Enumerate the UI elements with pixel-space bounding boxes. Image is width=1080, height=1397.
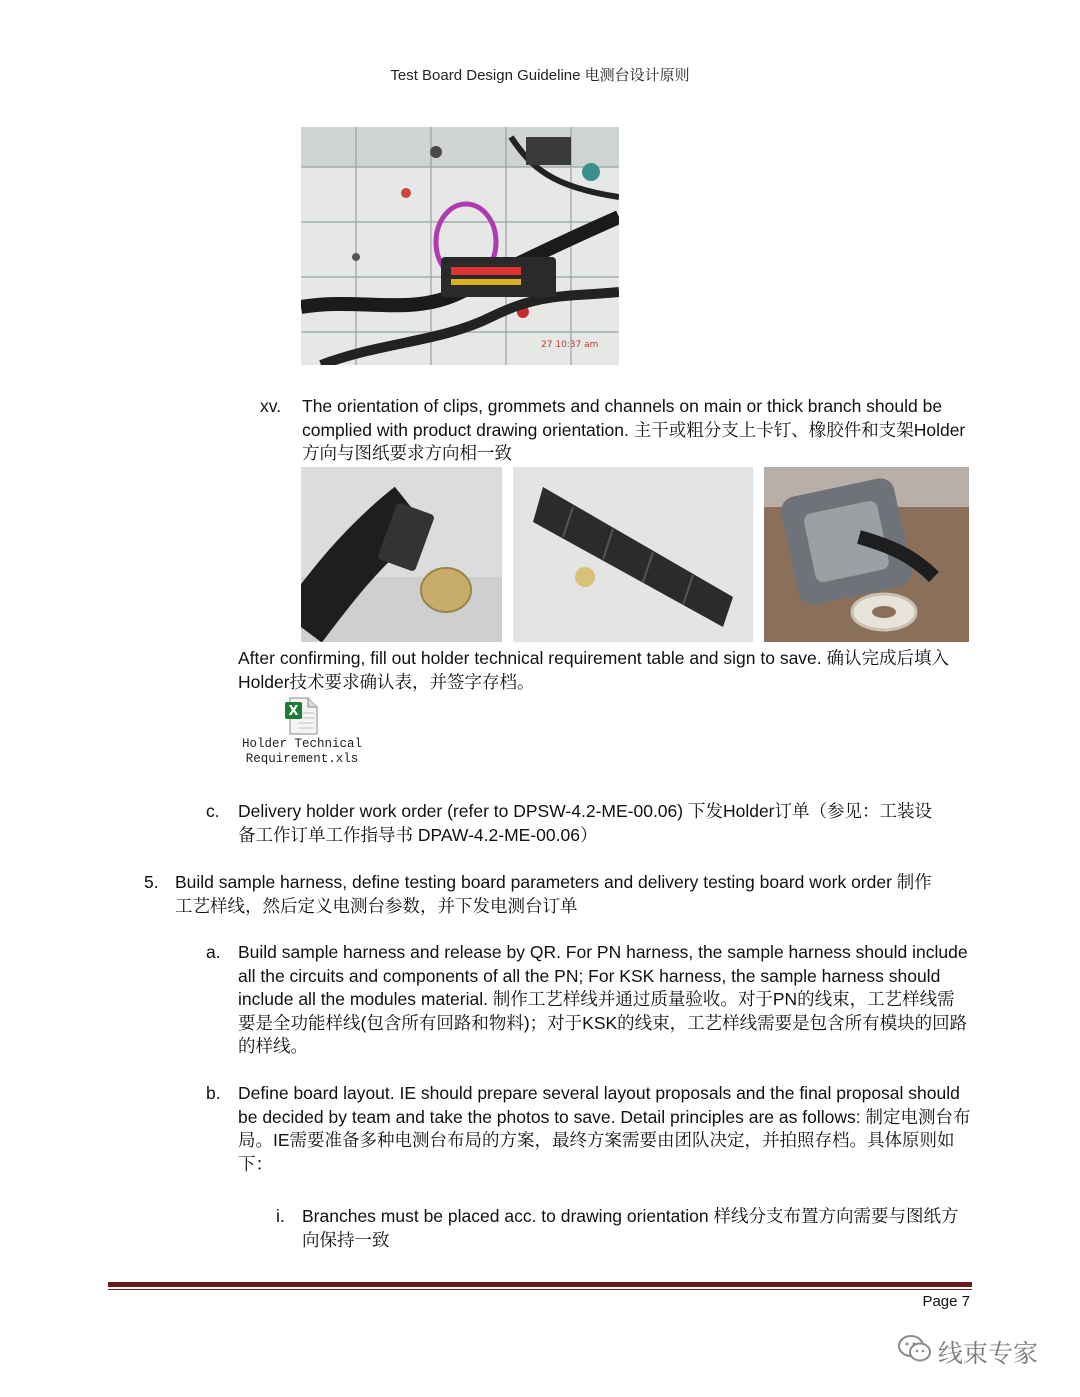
attachment-filename-line1: Holder Technical	[241, 737, 363, 751]
list-marker-b: b.	[206, 1083, 221, 1103]
photo-clip-on-harness	[301, 467, 502, 642]
paragraph-confirm-and-sign: After confirming, fill out holder technical requirement table and sign to save. 确认完成后填入Holder技术要求确认表，并签字存档。	[238, 648, 950, 692]
list-marker-xv: xv.	[260, 396, 282, 416]
list-marker-c: c.	[206, 801, 220, 821]
connector-holder-illustration	[764, 467, 969, 642]
page-header: Test Board Design Guideline 电测台设计原则	[390, 67, 690, 84]
photo-test-board-harness	[301, 127, 619, 365]
paragraph-delivery-holder-order: Delivery holder work order (refer to DPSW-4.2-ME-00.06) 下发Holder订单（参见：工装设备工作订单工作指导书 DPAW-4.2-ME-00.06）	[238, 801, 933, 845]
holder-channel-illustration	[513, 467, 753, 642]
list-marker-5: 5.	[144, 872, 159, 892]
list-marker-a: a.	[206, 942, 221, 962]
list-marker-i: i.	[276, 1206, 285, 1226]
photo-timestamp: 27 10:37 am	[541, 340, 599, 350]
attachment-holder-technical-requirement[interactable]	[234, 697, 370, 767]
paragraph-build-sample-harness: Build sample harness, define testing board parameters and delivery testing board work order 制作工艺样线，然后定义电测台参数，并下发电测台订单	[175, 872, 932, 916]
paragraph-clip-orientation: The orientation of clips, grommets and channels on main or thick branch should be complied with product drawing orientation. 主干或粗分支上卡钉、橡胶件和支架Holder方向与图纸要求方向相一致	[302, 396, 966, 463]
paragraph-sample-harness-qr: Build sample harness and release by QR. For PN harness, the sample harness should include all the circuits and components of all the PN; For KSK harness, the sample harness should include all the modules material. 制作工艺样线并通过质量验收。对于PN的线束，工艺样线需要是全功能样线(包含所有回路和物料)；对于KSK的线束，工艺样线需要是包含所有模块的回路的样线。	[238, 942, 968, 1056]
excel-file-icon	[284, 697, 320, 735]
page-number: Page 7	[922, 1293, 970, 1310]
footer-rule-thick	[108, 1282, 972, 1287]
attachment-filename-line2: Requirement.xls	[245, 752, 359, 766]
watermark	[898, 1334, 1038, 1370]
paragraph-branch-orientation: Branches must be placed acc. to drawing orientation 样线分支布置方向需要与图纸方向保持一致	[302, 1206, 959, 1250]
paragraph-define-board-layout: Define board layout. IE should prepare several layout proposals and the final proposal should be decided by team and take the photos to save. Detail principles are as follows: 制定电测台布局。IE需要准备多种电测台布局的方案，最终方案需要由团队决定，并拍照存档。具体原则如下：	[238, 1083, 971, 1174]
wechat-icon	[898, 1335, 932, 1369]
clip-illustration	[301, 467, 502, 642]
photo-holder-channel	[513, 467, 753, 642]
photo-connector-holder	[764, 467, 969, 642]
footer-rule-thin	[108, 1289, 972, 1290]
watermark-text: 线束专家	[938, 1339, 1039, 1368]
svg-text:X: X	[288, 704, 299, 719]
test-board-illustration	[301, 127, 619, 365]
